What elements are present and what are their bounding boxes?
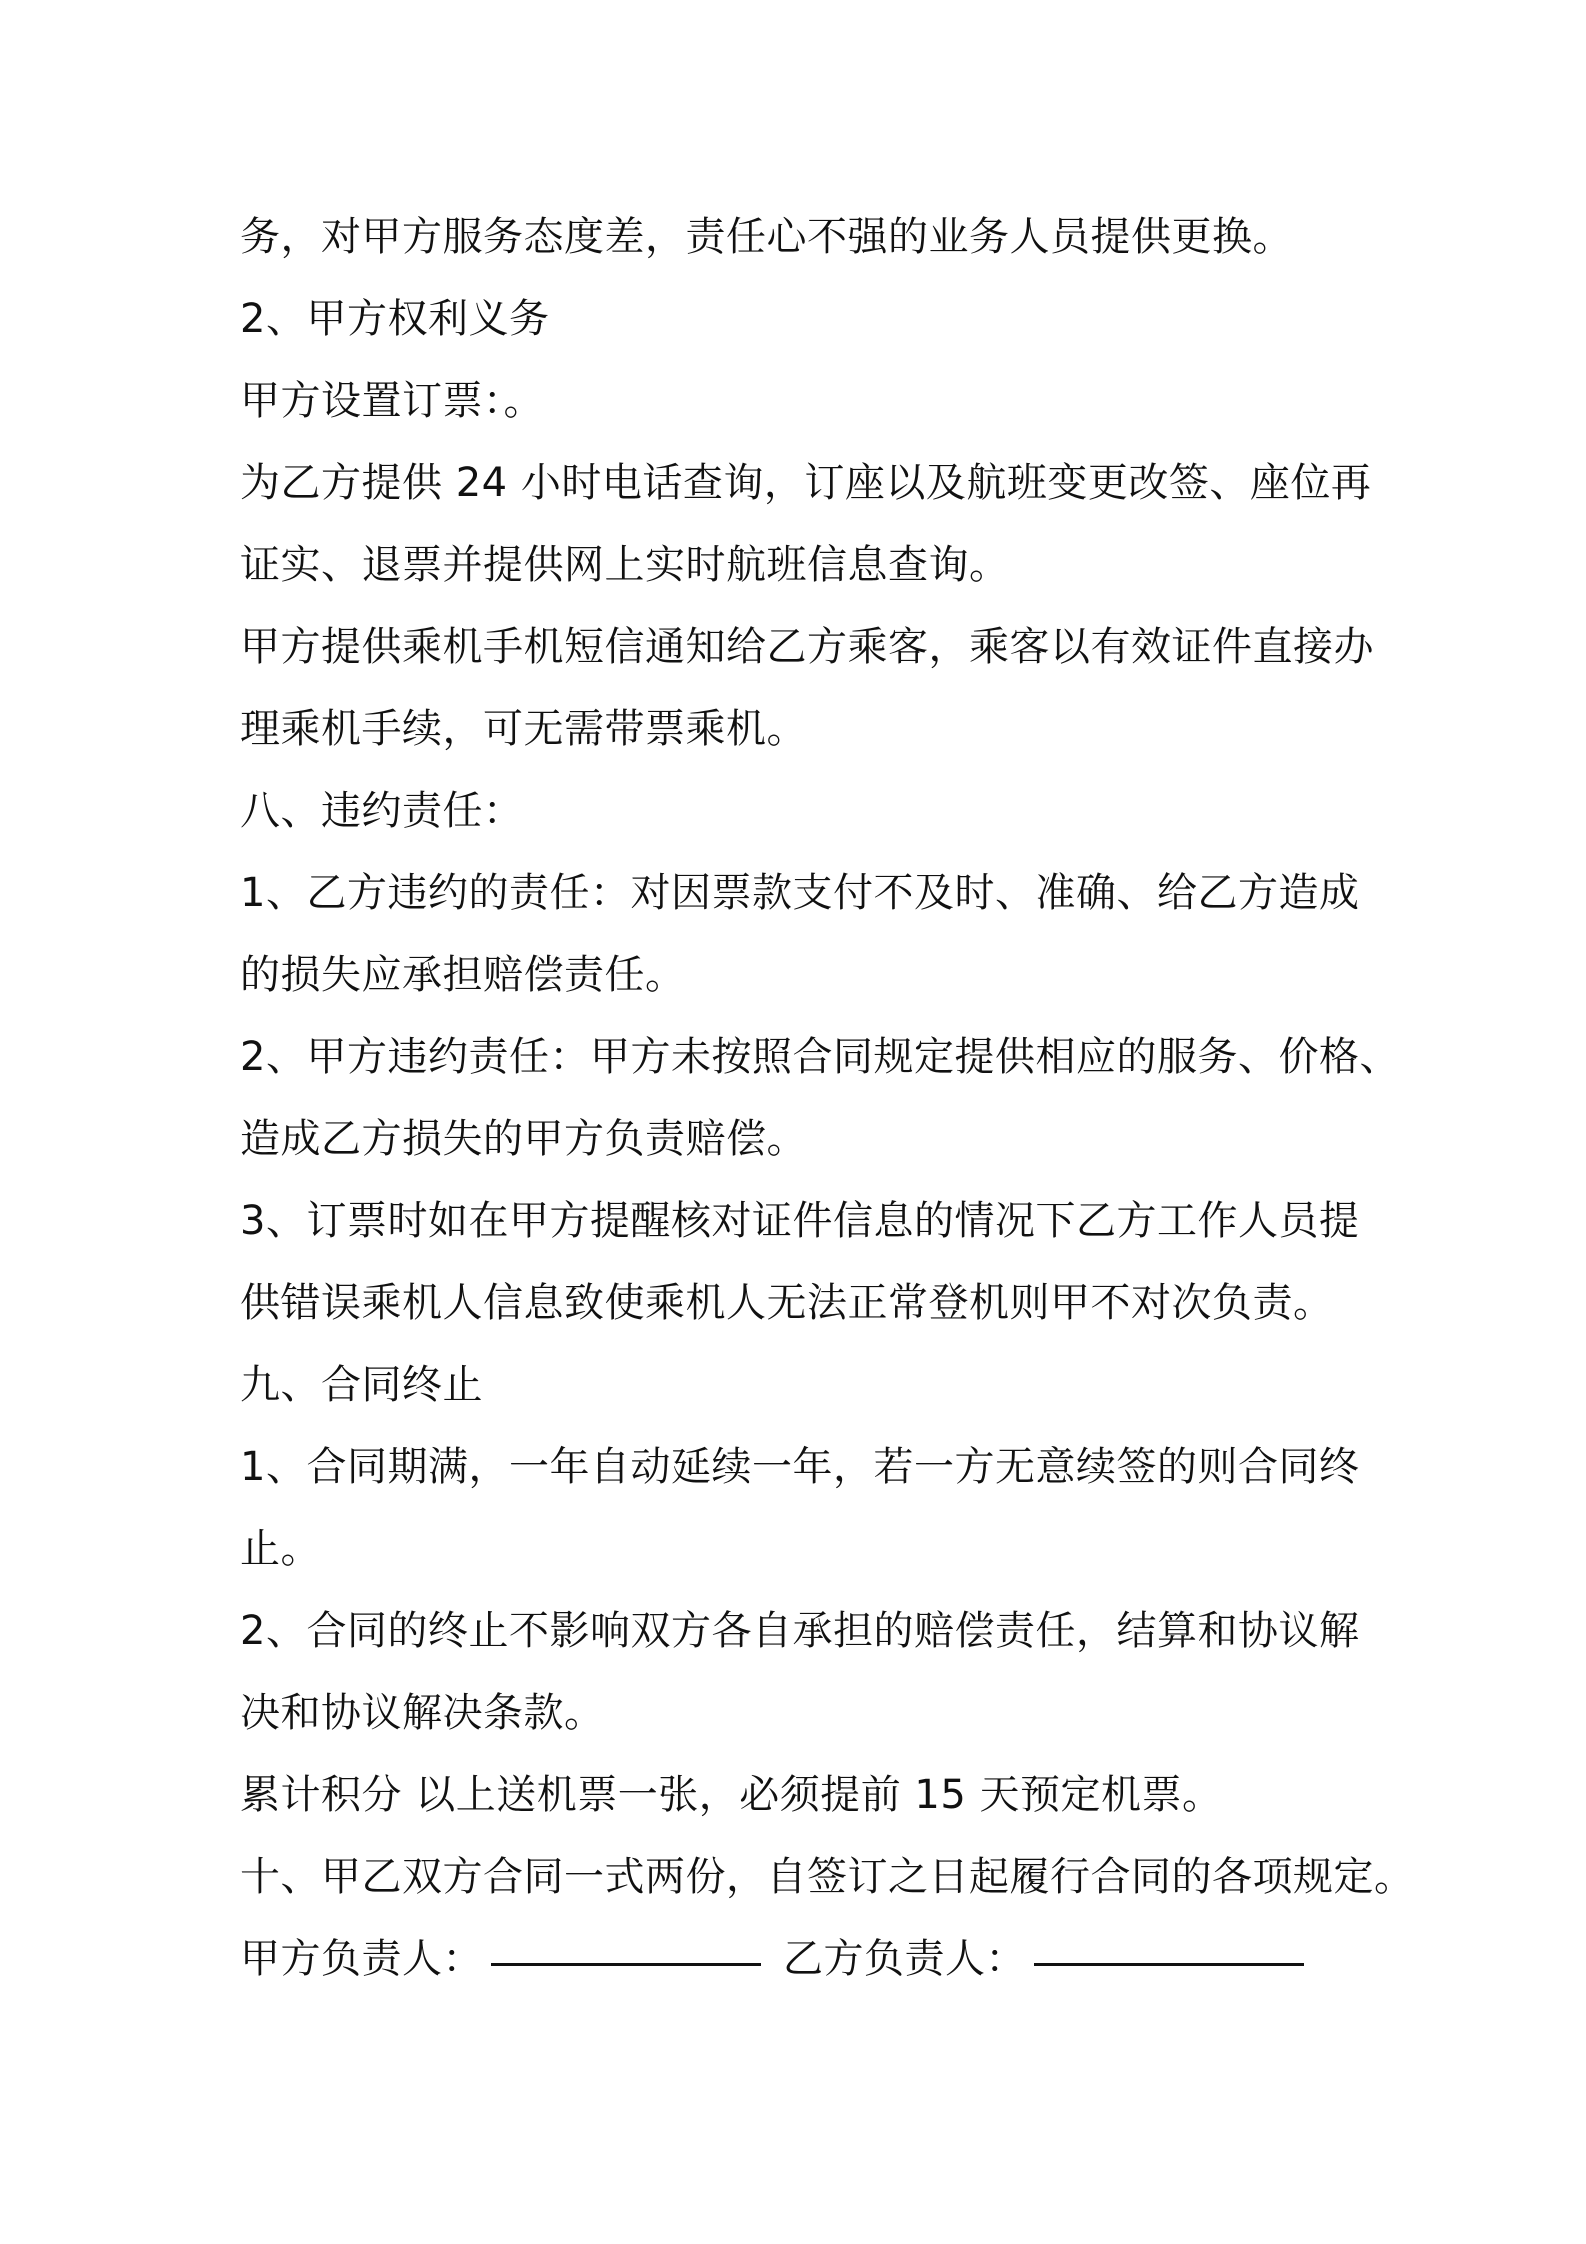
paragraph-line: 止。 <box>240 1526 321 1572</box>
section-heading: 九、合同终止 <box>240 1362 483 1408</box>
section-heading: 八、违约责任： <box>240 788 524 834</box>
paragraph-line: 3、订票时如在甲方提醒核对证件信息的情况下乙方工作人员提 <box>240 1198 1360 1244</box>
paragraph-line: 的损失应承担赔偿责任。 <box>240 952 686 998</box>
paragraph-line: 2、合同的终止不影响双方各自承担的赔偿责任，结算和协议解 <box>240 1608 1360 1654</box>
paragraph-line: 2、甲方违约责任：甲方未按照合同规定提供相应的服务、价格、 <box>240 1034 1400 1080</box>
paragraph-line: 造成乙方损失的甲方负责赔偿。 <box>240 1116 807 1162</box>
paragraph-line: 证实、退票并提供网上实时航班信息查询。 <box>240 542 1010 588</box>
paragraph-line: 十、甲乙双方合同一式两份，自签订之日起履行合同的各项规定。 <box>240 1854 1415 1900</box>
paragraph-line: 甲方提供乘机手机短信通知给乙方乘客，乘客以有效证件直接办 <box>240 624 1374 670</box>
paragraph-line: 为乙方提供 24 小时电话查询，订座以及航班变更改签、座位再 <box>240 460 1372 506</box>
party-b-signature-label: 乙方负责人： <box>783 1936 1026 1982</box>
paragraph-line: 甲方设置订票：。 <box>240 378 544 424</box>
paragraph-line: 理乘机手续，可无需带票乘机。 <box>240 706 807 752</box>
section-heading: 2、甲方权利义务 <box>240 296 550 342</box>
paragraph-line: 决和协议解决条款。 <box>240 1690 605 1736</box>
document-body <box>240 196 1415 2000</box>
paragraph-line: 累计积分 以上送机票一张，必须提前 15 天预定机票。 <box>240 1772 1223 1818</box>
paragraph-line: 1、乙方违约的责任：对因票款支付不及时、准确、给乙方造成 <box>240 870 1360 916</box>
paragraph-line: 1、合同期满，一年自动延续一年，若一方无意续签的则合同终 <box>240 1444 1360 1490</box>
signature-row <box>240 1918 1370 2000</box>
paragraph-line: 供错误乘机人信息致使乘机人无法正常登机则甲不对次负责。 <box>240 1280 1334 1326</box>
party-b-signature-blank <box>1034 1963 1304 1966</box>
party-a-signature-blank <box>491 1963 761 1966</box>
paragraph-line: 务，对甲方服务态度差，责任心不强的业务人员提供更换。 <box>240 214 1293 260</box>
party-a-signature-label: 甲方负责人： <box>240 1936 483 1982</box>
